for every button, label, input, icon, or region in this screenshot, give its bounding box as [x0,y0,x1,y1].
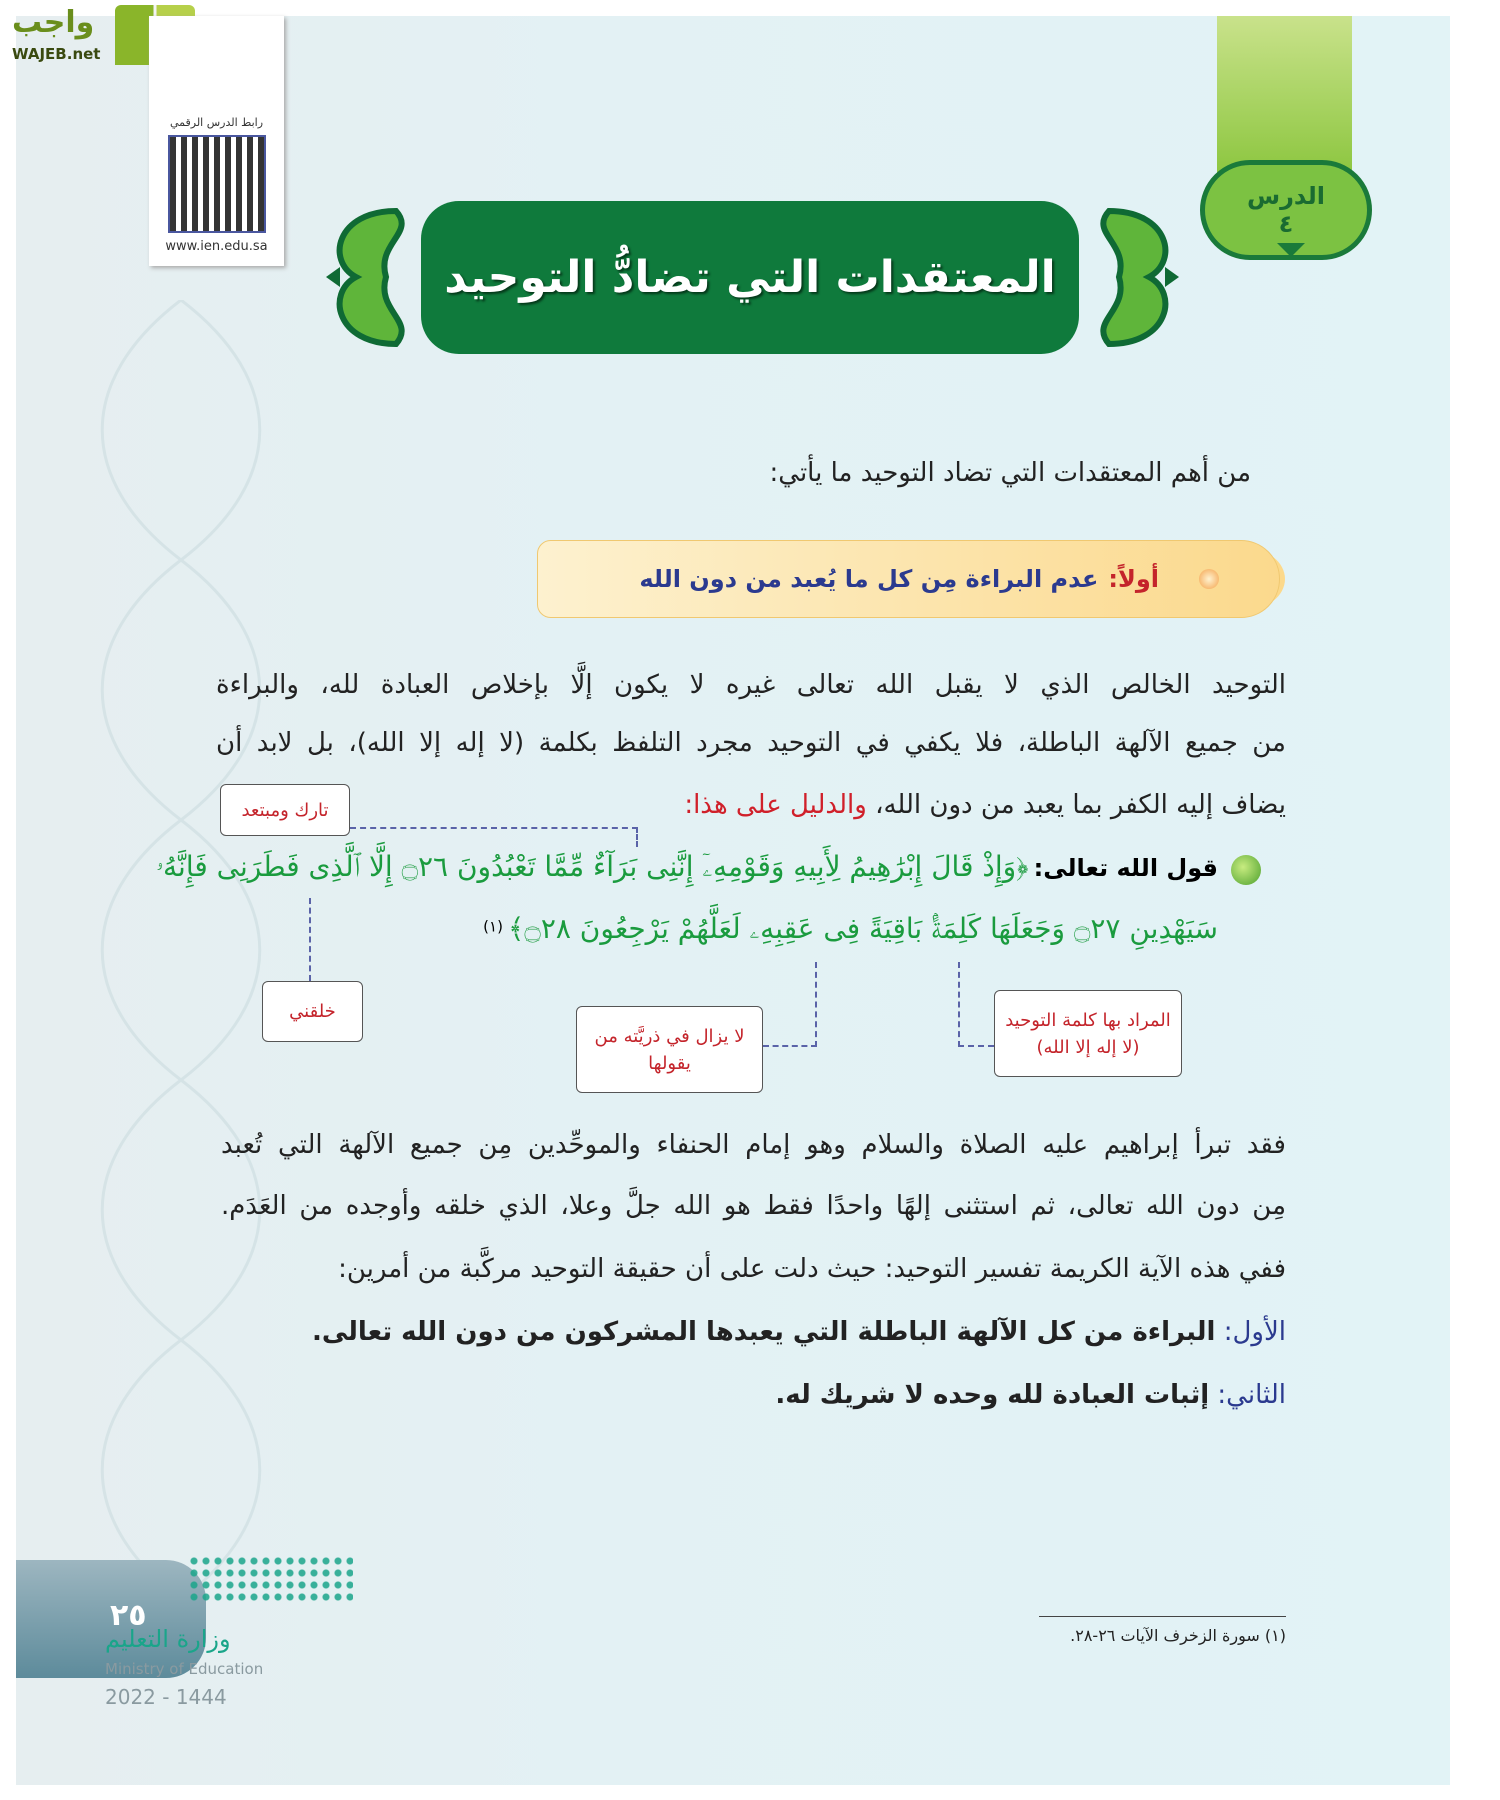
ministry-name-ar: وزارة التعليم [105,1625,231,1653]
ministry-dots-icon [188,1555,353,1605]
left-ornament-icon [316,201,420,354]
right-ornament-icon [1085,201,1189,354]
qr-code-icon[interactable] [168,135,266,233]
point-text: إثبات العبادة لله وحده لا شريك له. [775,1380,1210,1410]
verse-line [483,912,1218,946]
point-second [775,1380,1286,1410]
verse-bullet-icon [1231,855,1261,885]
logo-text-en: WAJEB.net [12,45,101,63]
bullet-icon [1199,569,1219,589]
annotation-text: يقولها [648,1052,691,1074]
paragraph2-line: ففي هذه الآية الكريمة تفسير التوحيد: حيث دلت على أن حقيقة التوحيد مركَّبة من أمرين: [338,1254,1286,1284]
page-title: المعتقدات التي تضادُّ التوحيد [421,201,1079,354]
footnote-ref: (١) [483,917,503,936]
verse-text: ﴿وَإِذْ قَالَ إِبْرَٰهِيمُ لِأَبِيهِ وَقَوْمِهِۦٓ إِنَّنِى بَرَآءٌ مِّمَّا تَعْبُدُونَ ۝٢٦ إِلَّا ٱلَّذِى فَطَرَنِى فَإِنَّهُۥ [156,850,1029,883]
intro-text: من أهم المعتقدات التي تضاد التوحيد ما يأتي: [769,458,1251,488]
qr-url[interactable]: www.ien.edu.sa [165,239,268,254]
annotation-text: المراد بها كلمة التوحيد [1005,1009,1171,1031]
paragraph2-line: مِن دون الله تعالى، ثم استثنى إلهًا واحدًا فقط هو الله جلَّ وعلا، الذي خلقه وأوجده من العَدَم. [221,1191,1286,1221]
lesson-banner [1217,16,1352,176]
verse-text: سَيَهْدِينِ ۝٢٧ وَجَعَلَهَا كَلِمَةًۢ بَاقِيَةً فِى عَقِبِهِۦ لَعَلَّهُمْ يَرْجِعُونَ ۝٢٨﴾ [508,912,1218,945]
point-text: البراءة من كل الآلهة الباطلة التي يعبدها المشركون من دون الله تعالى. [311,1317,1216,1347]
annotation-text: لا يزال في ذريَّته من [594,1025,745,1047]
annotation-text: (لا إله إلا الله) [1036,1036,1140,1058]
qr-label: رابط الدرس الرقمي [169,116,264,129]
section-heading [537,540,1280,618]
point-first [312,1317,1286,1347]
annotation-kalima [994,990,1182,1077]
logo-text-ar: واجب [12,5,95,40]
footnote: (١) سورة الزخرف الآيات ٢٦-٢٨. [1070,1626,1286,1645]
annotation-connector [309,898,311,981]
ministry-name-en: Ministry of Education [105,1660,264,1678]
paragraph2-line: فقد تبرأ إبراهيم عليه الصلاة والسلام وهو إمام الحنفاء والموحِّدين مِن جميع الآلهة التي تُعبد [221,1130,1286,1160]
verse-intro: قول الله تعالى: [1033,854,1218,882]
lesson-number: ٤ [1278,210,1294,238]
paragraph1-line [684,790,1286,820]
year: 2022 - 1444 [105,1685,227,1709]
section-heading-text: عدم البراءة مِن كل ما يُعبد من دون الله [639,565,1099,593]
annotation-fatarani: خلقني [262,981,363,1042]
page-number: ٢٥ [110,1598,147,1633]
point-label: الأول: [1223,1317,1286,1347]
annotation-aqibihi [576,1006,763,1093]
lesson-badge [1200,160,1372,260]
annotation-connector [350,827,638,847]
annotation-bara: تارك ومبتعد [220,784,350,836]
paragraph1-text: يضاف إليه الكفر بما يعبد من دون الله، [875,790,1286,820]
paragraph1-line: التوحيد الخالص الذي لا يقبل الله تعالى غيره لا يكون إلَّا بإخلاص العبادة لله، والبراءة [216,670,1286,700]
annotation-connector [763,962,817,1047]
ornament-pattern [16,300,346,1600]
qr-card[interactable] [149,16,284,266]
footnote-divider [1039,1616,1286,1617]
section-prefix: أولاً: [1108,565,1159,593]
point-label: الثاني: [1217,1380,1286,1410]
evidence-label: والدليل على هذا: [684,790,867,820]
verse-line [156,850,1218,884]
lesson-label: الدرس [1246,182,1326,210]
paragraph1-line: من جميع الآلهة الباطلة، فلا يكفي في التوحيد مجرد التلفظ بكلمة (لا إله إلا الله)، بل لابد أن [216,728,1286,758]
annotation-connector [958,962,994,1047]
